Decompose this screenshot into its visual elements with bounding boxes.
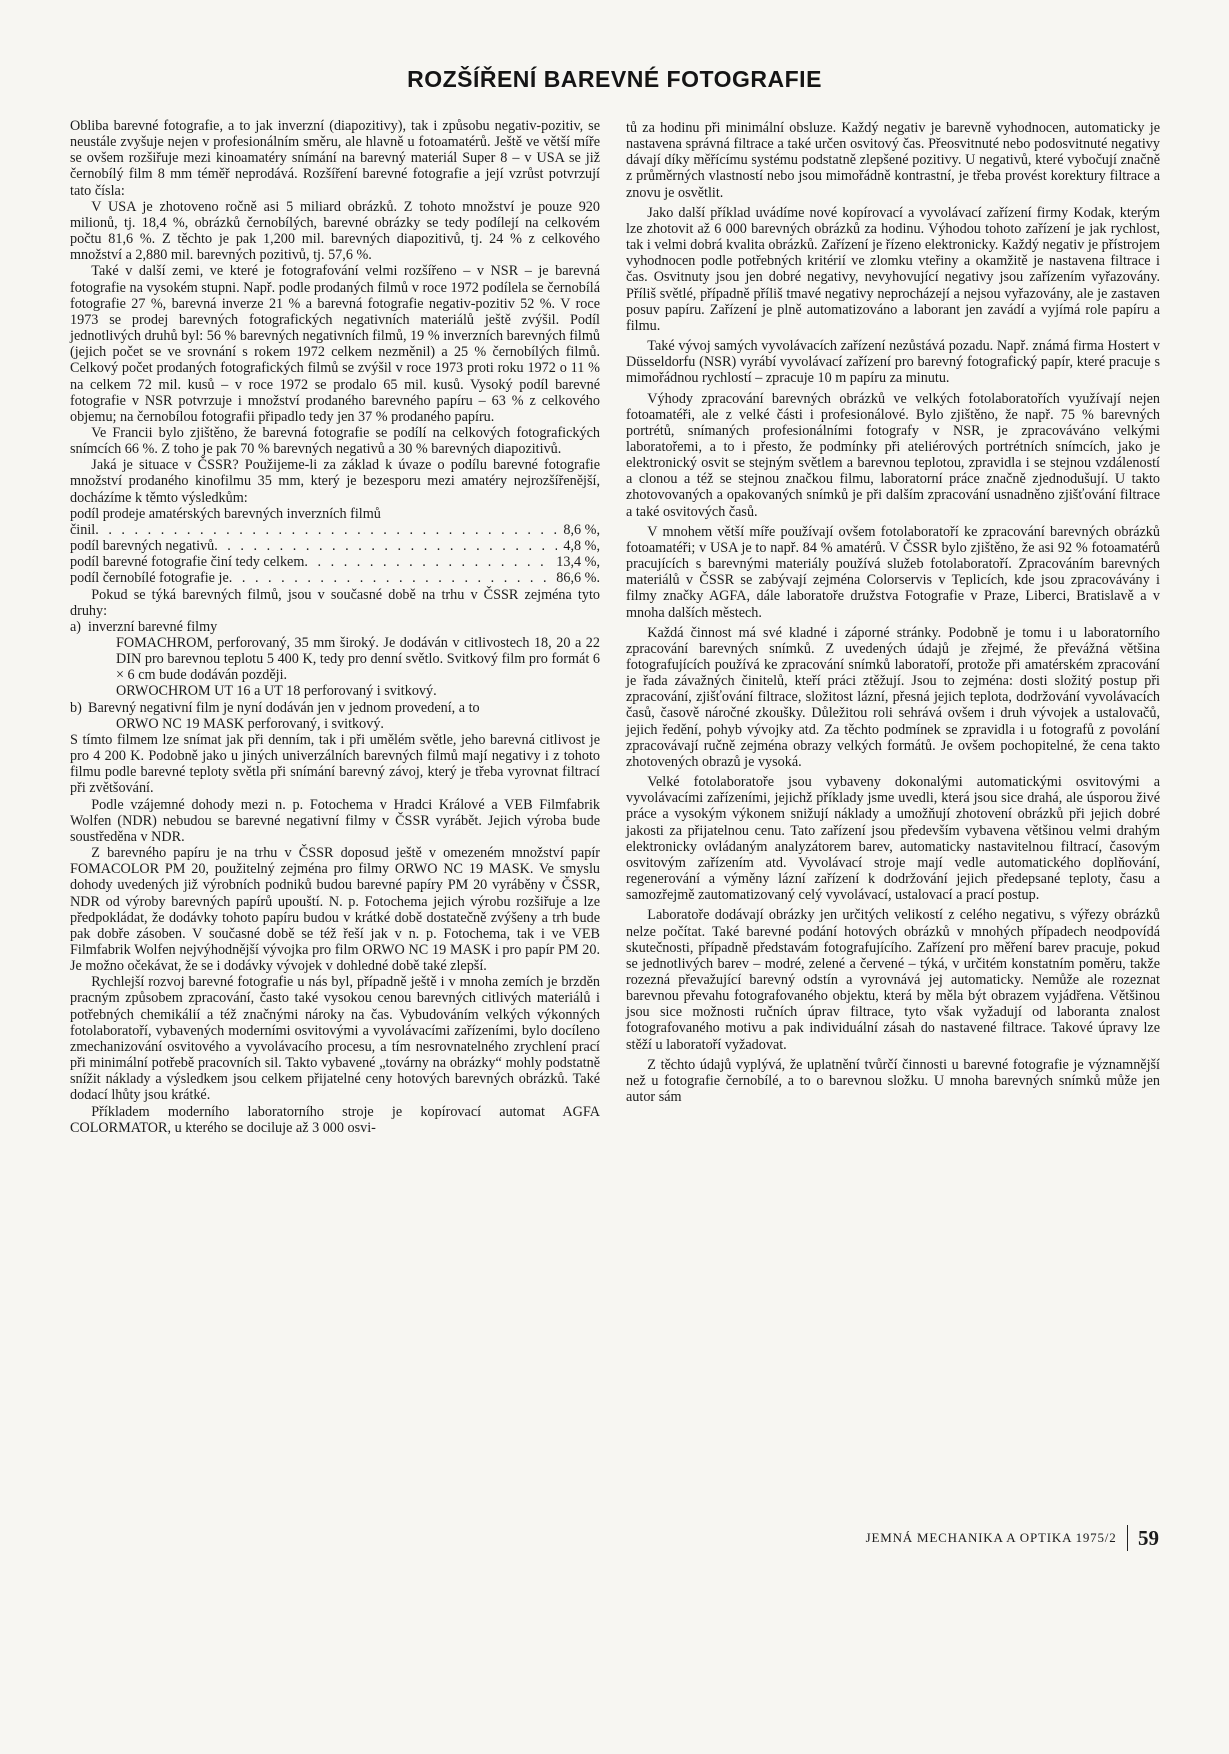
paragraph: Z těchto údajů vyplývá, že uplatnění tvůrčí činnosti u barevné fotografie je významnější než u fotografie černobílé, a to o barevnou složku. U mnoha barevných snímků může jen autor sám — [626, 1056, 1160, 1106]
dot-leader — [229, 570, 550, 586]
list-subitem: FOMACHROM, perforovaný, 35 mm široký. Je dodáván v citlivostech 18, 20 a 22 DIN pro barevnou teplotu 5 400 K, tedy pro denní světlo. Svitkový film pro formát 6 × 6 cm bude dodáván později. — [116, 635, 600, 684]
article-title: ROZŠÍŘENÍ BAREVNÉ FOTOGRAFIE — [407, 66, 822, 92]
stats-row — [70, 570, 600, 586]
paragraph: S tímto filmem lze snímat jak při denním, tak i při umělém světle, jeho barevná citlivost je pro 4 200 K. Podobně jako u jiných univerzálních barevných filmů mají negativy i z tohoto filmu podle barevné teploty světla při snímání barevný závoj, který je třeba vyrovnat filtrací při zvětšování. — [70, 731, 600, 797]
paragraph: V USA je zhotoveno ročně asi 5 miliard obrázků. Z tohoto množství je pouze 920 milionů, tj. 18,4 %, obrázků černobílých, barevné obrázky se tedy podílejí na celkovém počtu 81,6 %. Z těchto je pak 1,200 mil. barevných diapozitivů, tj. 24 % z celkového množství a 2,880 mil. barevných pozitivů, tj. 57,6 %. — [70, 198, 600, 264]
film-list — [70, 619, 600, 732]
dot-leader — [304, 554, 550, 570]
paragraph: V mnohem větší míře používají ovšem fotolaboratoří ke zpracování barevných obrázků fotoamatéři; v USA je to např. 84 % amatérů. V ČSSR bylo zjištěno, že asi 92 % fotoamatérů pracujících s barevnými materiály používá služeb fotolaboratoří. Zpracováním barevných materiálů v ČSSR se zabývají zejména Colorservis v Teplicích, kde jsou zpracovávány i filmy značky AGFA, dále laboratoře družstva Fotografie v Praze, Liberci, Bratislavě a v mnoha dalších městech. — [626, 523, 1160, 621]
left-column — [70, 118, 600, 1136]
list-subitem: ORWO NC 19 MASK perforovaný, i svitkový. — [116, 715, 384, 732]
right-column — [626, 120, 1160, 1105]
paragraph: Příkladem moderního laboratorního stroje je kopírovací automat AGFA COLORMATOR, u kterého se dociluje až 3 000 osvi- — [70, 1103, 600, 1136]
paragraph: Z barevného papíru je na trhu v ČSSR doposud ještě v omezeném množství papír FOMACOLOR PM 20, použitelný zejména pro filmy ORWO NC 19 MASK. Ve smyslu dohody uvedených již výrobních podniků budou barevné papíry PM 20 vyráběny v ČSSR, NDR od výroby barevných papírů upouští. N. p. Fotochema jejich výrobu rozšiřuje a lze předpokládat, že dodávky tohoto papíru budou v krátké době dostatečně zvýšeny a trh bude pak dobře zásoben. V současné době se též řeší jak v n. p. Fotochema, tak i ve VEB Filmfabrik Wolfen nejvýhodnější vývojka pro film ORWO NC 19 MASK i pro papír PM 20. Je možno očekávat, že se i dodávky vývojek v dohledné době také zlepší. — [70, 845, 600, 975]
list-subitem: ORWOCHROM UT 16 a UT 18 perforovaný i svitkový. — [116, 683, 437, 700]
paragraph: Také vývoj samých vyvolávacích zařízení nezůstává pozadu. Např. známá firma Hostert v Düsseldorfu (NSR) vyrábí vyvolávací zařízení pro barevný fotografický papír, které pracuje s mimořádnou rychlostí – zpracuje 10 m papíru za minutu. — [626, 338, 1160, 387]
paragraph: Jako další příklad uvádíme nové kopírovací a vyvolávací zařízení firmy Kodak, kterým lze zhotovit až 6 000 barevných obrázků za hodinu. Výhodou tohoto zařízení je jak rychlost, tak i velmi dobrá kvalita obrázků. Zařízení je řízeno elektronicky. Každý negativ je přístrojem vyhodnocen podle potřebných kritérií ve zlomku vteřiny a okamžitě je nastavena filtrace i čas. Osvitnuty jsou jen dobré negativy, nevyhovující negativy jsou zařízením vyřazovány. Příliš světlé, případně příliš tmavé negativy neprocházejí a nejsou vyřazovány, ale je zastaven posuv papíru. Zařízení je plně automatizováno a laborant jen zavádí a vyjímá role papíru a filmu. — [626, 204, 1160, 334]
paragraph: Výhody zpracování barevných obrázků ve velkých fotolaboratořích využívají nejen fotoamatéři, ale z velké části i profesionálové. Bylo zjištěno, že např. 75 % barevných portrétů, snímaných profesionálními fotografy v NSR, je zpracováváno velkými laboratořemi, a to i přesto, že podmínky při ateliérových portrétních snímcích, jako je elektronický osvit se stejným světlem a barevnou teplotou, zpravidla i se stejnou vzdáleností a clonou a též se stejnou značkou filmu, laboratorní práce značně zjednodušují. U takto zhotovovaných a opakovaných snímků je při dalším zpracování usnadněno zjišťování filtrace a také osvitových časů. — [626, 390, 1160, 520]
stats-label: podíl černobílé fotografie je — [70, 570, 229, 587]
paragraph: Podle vzájemné dohody mezi n. p. Fotochema v Hradci Králové a VEB Filmfabrik Wolfen (NDR) nebudou se barevné negativní filmy v ČSSR vyrábět. Jejich výroba bude soustředěna v NDR. — [70, 796, 600, 845]
paragraph: Ve Francii bylo zjištěno, že barevná fotografie se podílí na celkových fotografických snímcích 66 %. Z toho je pak 70 % barevných negativů a 30 % barevných diapozitivů. — [70, 424, 600, 458]
stats-value: 4,8 %, — [563, 538, 600, 555]
paragraph: Obliba barevné fotografie, a to jak inverzní (diapozitivy), tak i způsobu negativ-pozitiv, se neustále zvyšuje nejen v profesionálním směru, ale hlavně u fotoamatérů. Ještě ve větší míře se ovšem rozšiřuje mezi kinoamatéry snímání na barevný materiál Super 8 – v USA se již černobílý film 8 mm téměř neprodává. Rozšíření barevné fotografie a její vzrůst potvrzují tato čísla: — [70, 118, 600, 199]
paragraph: Pokud se týká barevných filmů, jsou v současné době na trhu v ČSSR zejména tyto druhy: — [70, 586, 600, 619]
list-marker: a) — [70, 618, 82, 635]
paragraph: Jaká je situace v ČSSR? Použijeme-li za základ k úvaze o podílu barevné fotografie množství prodaného kinofilmu 35 mm, který je bezesporu mezi amatéry nejrozšířenější, docházíme k těmto výsledkům: — [70, 457, 600, 506]
stats-value: 13,4 %, — [556, 554, 600, 571]
stats-row — [70, 522, 600, 538]
stats-label: činil — [70, 521, 96, 538]
paragraph: Také v další zemi, ve které je fotografování velmi rozšířeno – v NSR – je barevná fotografie na vysokém stupni. Např. podle prodaných filmů v roce 1972 podílela se černobílá fotografie 27 %, barevná inverze 21 % a barevná fotografie negativ-pozitiv 52 %. V roce 1973 se prodej barevných fotografických negativních materiálů ještě zvýšil. Podíl jednotlivých druhů byl: 56 % barevných negativních filmů, 19 % inverzních barevných filmů (jejich počet se ve srovnání s rokem 1972 celkem nezměnil) a 25 % černobílých filmů. Celkový počet prodaných fotografických filmů se zvýšil v roce 1973 proti roku 1972 o 11 % na celkem 72 mil. kusů – v roce 1972 se prodalo 65 mil. kusů. Vysoký podíl barevné fotografie v NSR potvrzuje i množství prodaného barevného papíru – 63 % z celkového objemu; na černobílou fotografii připadlo tedy jen 37 % prodaného papíru. — [70, 263, 600, 425]
stats-value: 86,6 %. — [556, 570, 600, 587]
list-marker: b) — [70, 699, 82, 716]
stats-row — [70, 554, 600, 570]
list-item — [70, 700, 600, 716]
stats-heading: podíl prodeje amatérských barevných inverzních filmů — [70, 505, 381, 522]
paragraph: Velké fotolaboratoře jsou vybaveny dokonalými automatickými osvitovými a vyvolávacími zařízeními, jejichž příklady jsme uvedli, která jsou sice drahá, ale úsporou živé práce a vysokým výkonem snižují náklady a umožňují zhotovení obrázků při jejich dobré jakosti za přijatelnou cenu. Tato zařízení jsou především vybavena většinou velmi drahým elektronicky ovládaným analyzátorem barev, automaticky nastavitelnou filtrací, časovým osvitovým zařízením atd. Vyvolávací stroje mají vedle automatického doplňování, regenerování a výměny lázní zařízení k dodržování jejich předepsané teploty, času a samozřejmě zautomatizovaný celý vyvolávací, ustalovací a prací postup. — [626, 774, 1160, 904]
list-item — [70, 619, 600, 635]
page-number: 59 — [1138, 1525, 1159, 1550]
paragraph: Rychlejší rozvoj barevné fotografie u nás byl, případně ještě i v mnoha zemích je brzděn pracným způsobem zpracování, často také vysokou cenou barevných citlivých materiálů i potřebných chemikálií a též značnými nároky na čas. Vybudováním velkých výkonných fotolaboratoří, vybavených moderními osvitovými a vyvolávacími zařízeními, bylo docíleno zmechanizování osvitového a vyvolávacího procesu, a tím nesrovnatelného zrychlení prací při minimální potřebě pracovních sil. Takto vybavené „továrny na obrázky“ mohly podstatně snížit náklady a výsledkem jsou celkem přijatelné ceny hotových barevných obrázků. Také dodací lhůty jsou krátké. — [70, 974, 600, 1104]
list-text: Barevný negativní film je nyní dodáván jen v jednom provedení, a to — [88, 699, 480, 716]
dot-leader — [95, 522, 557, 538]
footer-divider — [1127, 1525, 1129, 1551]
stats-label: podíl barevných negativů — [70, 538, 215, 555]
stats-block — [70, 506, 600, 587]
paragraph: Laboratoře dodávají obrázky jen určitých velikostí z celého negativu, s výřezy obrázků nelze počítat. Také barevné podání hotových obrázků v mnohých případech neodpovídá skutečnosti, případně představám fotografujícího. Zařízení pro měření barev pracuje, pokud se jednotlivých barev – modré, zelené a červené – týká, v určitém konstatním poměru, takže rozezná převažující barevný odstín a vyrovnává jej automaticky. Nemůže ale rozeznat barevnou převahu fotografovaného objektu, která by měla být obrazem vyjádřena. Většinou jsou sice možnosti ručních úprav filtrace, tyto však vyžadují od laboranta znalost fotografovaného motivu a pak individuální zásah do nastavené filtrace. Takové úpravy lze stěží u laboratoří vyžadovat. — [626, 907, 1160, 1053]
paragraph: tů za hodinu při minimální obsluze. Každý negativ je barevně vyhodnocen, automaticky je nastavena správná filtrace a také určen osvitový čas. Přeosvitnuté nebo podosvitnuté negativy dávají díky měřícímu systému podstatně zlepšené pozitivy. U negativů, které vybočují značně z průměrných vlastností nebo jsou mimořádně kontrastní, je třeba provést korektury filtrace a znovu je osvětlit. — [626, 120, 1160, 201]
paragraph: Každá činnost má své kladné i záporné stránky. Podobně je tomu i u laboratorního zpracování barevných snímků. Z uvedených údajů je zřejmé, že převážná většina fotografujících používá ke zpracování snímků laboratoří, protože při amatérském zpracování je řada závažných činitelů, kteří práci ztěžují. Jsou to zejména: dosti složitý postup při zpracování, zjišťování filtrace, složitost lázní, přesná jejich teplota, dodržování vyvolávacích časů, časově náročné zkoušky. Důležitou roli sehrává ovšem i druh vývojek a ustalovačů, jejich ředění, pohyb vývojky atd. Za těchto podmínek se zpravidla i u fotografů z povolání zpracovávají ručně zejména obrazy velkých formátů. Je ovšem pochopitelné, že cena takto zhotovených obrazů je vysoká. — [626, 624, 1160, 770]
dot-leader — [214, 538, 557, 554]
list-text: inverzní barevné filmy — [88, 618, 218, 635]
journal-name: JEMNÁ MECHANIKA A OPTIKA 1975/2 — [865, 1530, 1117, 1545]
stats-row — [70, 538, 600, 554]
stats-label: podíl barevné fotografie činí tedy celkem — [70, 554, 305, 571]
page-footer — [866, 1525, 1159, 1551]
stats-value: 8,6 %, — [563, 521, 600, 538]
